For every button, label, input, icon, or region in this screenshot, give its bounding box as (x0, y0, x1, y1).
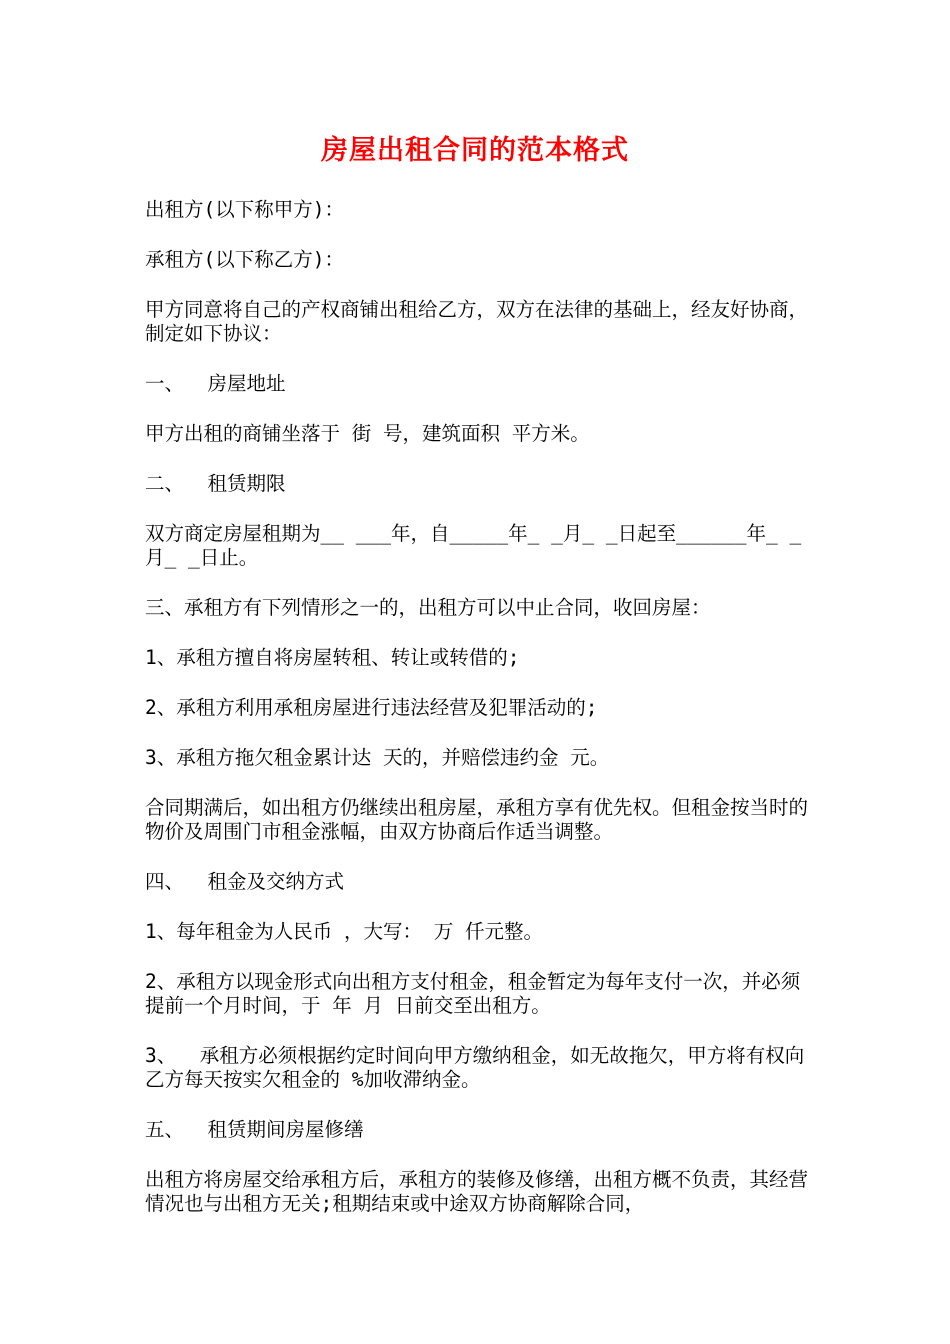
section-heading-rent: 四、 租金及交纳方式 (145, 870, 344, 893)
paragraph-address: 甲方出租的商铺坐落于 街 号，建筑面积 平方米。 (145, 422, 590, 445)
paragraph-renewal: 合同期满后，如出租方仍继续出租房屋，承租方享有优先权。但租金按当时的物价及周围门市租金涨幅，由双方协商后作适当调整。 (145, 796, 809, 843)
list-item-annual-rent: 1、每年租金为人民币 ，大写： 万 仟元整。 (145, 920, 543, 943)
section-heading-repair: 五、 租赁期间房屋修缮 (145, 1118, 364, 1141)
list-item-late-fee: 3、 承租方必须根据约定时间向甲方缴纳租金，如无故拖欠，甲方将有权向乙方每天按实欠租金的 %加收滞纳金。 (145, 1044, 805, 1091)
section-heading-termination: 三、承租方有下列情形之一的，出租方可以中止合同，收回房屋： (145, 596, 711, 619)
paragraph-lessee: 承租方(以下称乙方)： (145, 248, 344, 271)
list-item-arrears: 3、承租方拖欠租金累计达 天的，并赔偿违约金 元。 (145, 746, 610, 769)
section-heading-address: 一、 房屋地址 (145, 372, 286, 395)
document-title: 房屋出租合同的范本格式 (321, 135, 629, 166)
paragraph-lessor: 出租方(以下称甲方)： (145, 198, 344, 221)
list-item-sublet: 1、承租方擅自将房屋转租、转让或转借的; (145, 646, 520, 669)
section-heading-term: 二、 租赁期限 (145, 472, 286, 495)
paragraph-agreement-intro: 甲方同意将自己的产权商铺出租给乙方，双方在法律的基础上，经友好协商，制定如下协议： (145, 298, 809, 345)
list-item-payment: 2、承租方以现金形式向出租方支付租金，租金暂定为每年支付一次，并必须提前一个月时间，于 年 月 日前交至出租方。 (145, 970, 801, 1017)
paragraph-term: 双方商定房屋租期为__ ___年，自_____年_ _月_ _日起至______年_ _月_ _日止。 (145, 522, 802, 569)
list-item-illegal: 2、承租方利用承租房屋进行违法经营及犯罪活动的; (145, 696, 598, 719)
paragraph-repair: 出租方将房屋交给承租方后，承租方的装修及修缮，出租方概不负责，其经营情况也与出租方无关;租期结束或中途双方协商解除合同， (145, 1168, 809, 1215)
document-body (145, 198, 810, 1242)
